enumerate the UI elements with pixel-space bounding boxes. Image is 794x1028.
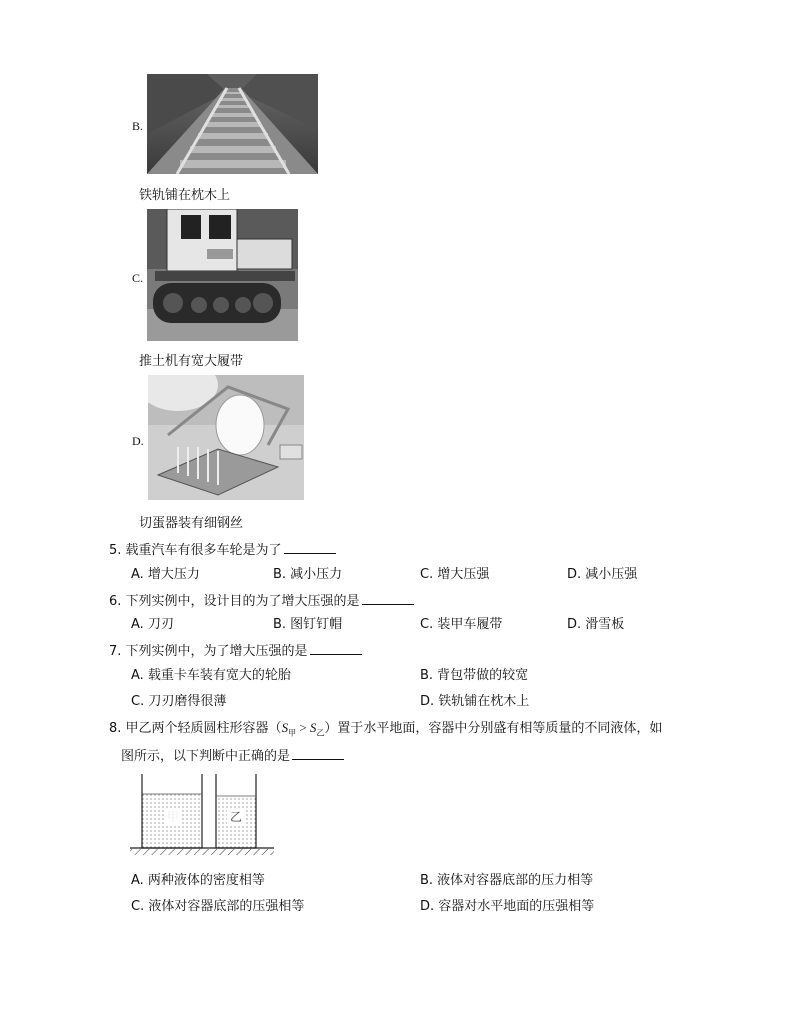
question-6 xyxy=(109,590,414,609)
q7-option-a[interactable]: A. 载重卡车装有宽大的轮胎 xyxy=(131,668,291,683)
q6-option-d[interactable]: D. 滑雪板 xyxy=(567,617,625,632)
question-text-part1: 甲乙两个轻质圆柱形容器（ xyxy=(125,721,282,736)
question-number: 6. xyxy=(109,594,122,609)
containers-figure xyxy=(126,770,276,856)
q6-option-a[interactable]: A. 刀刃 xyxy=(131,617,174,632)
question-number: 5. xyxy=(109,543,122,558)
container-label-left: 甲 xyxy=(164,808,182,826)
q7-option-c[interactable]: C. 刀刃磨得很薄 xyxy=(131,694,227,709)
answer-blank[interactable] xyxy=(292,749,344,760)
answer-blank[interactable] xyxy=(284,543,336,554)
bulldozer-photo xyxy=(147,209,298,341)
q5-option-a[interactable]: A. 增大压力 xyxy=(131,567,200,582)
question-text: 载重汽车有很多车轮是为了 xyxy=(125,543,282,558)
question-text: 下列实例中，设计目的为了增大压强的是 xyxy=(125,594,360,609)
question-7 xyxy=(109,640,362,659)
q8-option-c[interactable]: C. 液体对容器底部的压强相等 xyxy=(131,899,305,914)
option-letter-c: C. xyxy=(132,271,144,285)
question-text-part2: ）置于水平地面，容器中分别盛有相等质量的不同液体，如 xyxy=(324,721,663,736)
answer-blank[interactable] xyxy=(362,594,414,605)
q8-option-d[interactable]: D. 容器对水平地面的压强相等 xyxy=(420,899,595,914)
area-inequality: $S_甲 > S_乙$ xyxy=(281,720,325,738)
question-5 xyxy=(109,539,336,558)
option-caption-c: 推土机有宽大履带 xyxy=(139,354,244,369)
q5-option-c[interactable]: C. 增大压强 xyxy=(420,567,490,582)
q5-option-d[interactable]: D. 减小压强 xyxy=(567,567,638,582)
q6-option-b[interactable]: B. 图钉钉帽 xyxy=(273,617,343,632)
q6-option-c[interactable]: C. 装甲车履带 xyxy=(420,617,503,632)
answer-blank[interactable] xyxy=(310,644,362,655)
q7-option-b[interactable]: B. 背包带做的较宽 xyxy=(420,668,529,683)
q8-option-a[interactable]: A. 两种液体的密度相等 xyxy=(131,873,265,888)
container-label-right: 乙 xyxy=(227,808,245,826)
option-caption-b: 铁轨铺在枕木上 xyxy=(139,188,231,203)
egg-slicer-photo xyxy=(148,375,304,500)
question-text: 图所示，以下判断中正确的是 xyxy=(121,749,291,764)
option-letter-d: D. xyxy=(132,434,144,448)
option-caption-d: 切蛋器装有细钢丝 xyxy=(139,516,244,531)
question-8 xyxy=(109,717,662,739)
railway-track-photo xyxy=(147,74,318,174)
question-number: 8. xyxy=(109,721,122,736)
q8-option-b[interactable]: B. 液体对容器底部的压力相等 xyxy=(420,873,594,888)
q7-option-d[interactable]: D. 铁轨铺在枕木上 xyxy=(420,694,530,709)
option-letter-b: B. xyxy=(132,119,144,133)
question-text: 下列实例中，为了增大压强的是 xyxy=(125,644,308,659)
question-number: 7. xyxy=(109,644,122,659)
question-8-line2 xyxy=(121,745,344,764)
q5-option-b[interactable]: B. 减小压力 xyxy=(273,567,343,582)
